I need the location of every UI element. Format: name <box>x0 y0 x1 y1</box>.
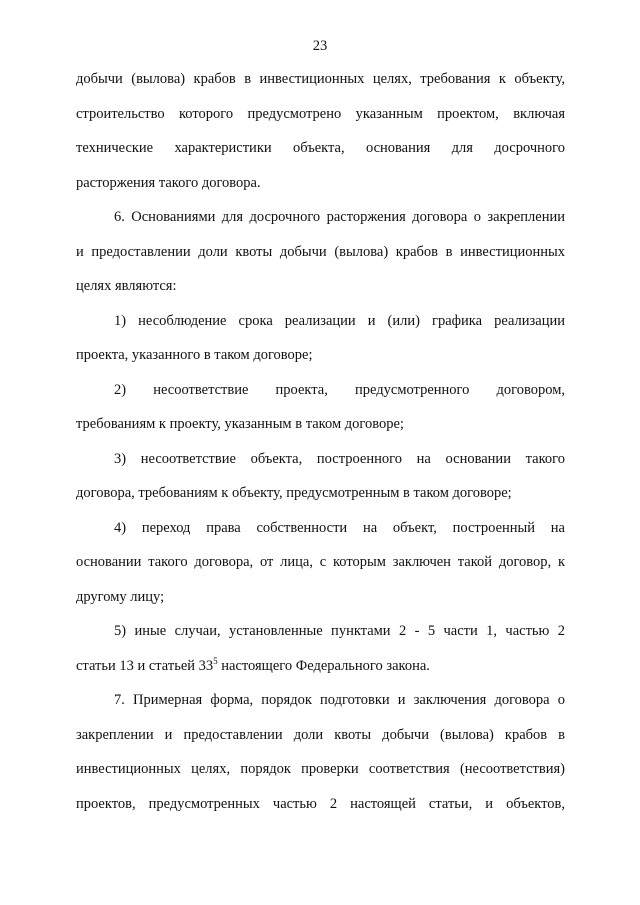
text-line: 6. Основаниями для досрочного расторжения договора о закреплении <box>114 209 565 225</box>
document-body <box>76 62 565 821</box>
text-line: 4) переход права собственности на объект, построенный на <box>114 519 565 536</box>
text-line: расторжения такого договора. <box>76 174 261 191</box>
text-line: добычи (вылова) крабов в инвестиционных целях, требования к объекту, <box>76 71 565 87</box>
text-line: другому лицу; <box>76 588 165 605</box>
text-line: проекта, указанного в таком договоре; <box>76 347 313 363</box>
text-line: строительство которого предусмотрено указанным проектом, включая <box>76 105 565 122</box>
text-line: закреплении и предоставлении доли квоты добычи (вылова) крабов в <box>76 726 565 743</box>
text-line: 3) несоответствие объекта, построенного на основании такого <box>114 450 565 467</box>
superscript: 5 <box>213 655 218 666</box>
text-line: инвестиционных целях, порядок проверки соответствия (несоответствия) <box>76 761 565 777</box>
page-number: 23 <box>312 38 328 54</box>
text-line: целях являются: <box>76 278 177 294</box>
text-fragment: настоящего Федерального закона. <box>217 657 430 674</box>
text-line: и предоставлении доли квоты добычи (вылова) крабов в инвестиционных <box>76 243 565 260</box>
text-line: договора, требованиям к объекту, предусмотренным в таком договоре; <box>76 485 512 501</box>
text-fragment: статьи 13 и статьей 33 <box>76 657 214 674</box>
text-line: 7. Примерная форма, порядок подготовки и заключения договора о <box>114 692 565 708</box>
text-line: 1) несоблюдение срока реализации и (или) графика реализации <box>114 312 565 329</box>
text-line: основании такого договора, от лица, с которым заключен такой договор, к <box>76 554 565 570</box>
text-line: требованиям к проекту, указанным в таком договоре; <box>76 416 404 432</box>
text-line <box>76 649 565 684</box>
text-line: 5) иные случаи, установленные пунктами 2 - 5 части 1, частью 2 <box>114 623 565 639</box>
text-line: 2) несоответствие проекта, предусмотренного договором, <box>114 381 565 398</box>
text-line: проектов, предусмотренных частью 2 настоящей статьи, и объектов, <box>76 795 565 812</box>
text-line: технические характеристики объекта, основания для досрочного <box>76 140 565 156</box>
